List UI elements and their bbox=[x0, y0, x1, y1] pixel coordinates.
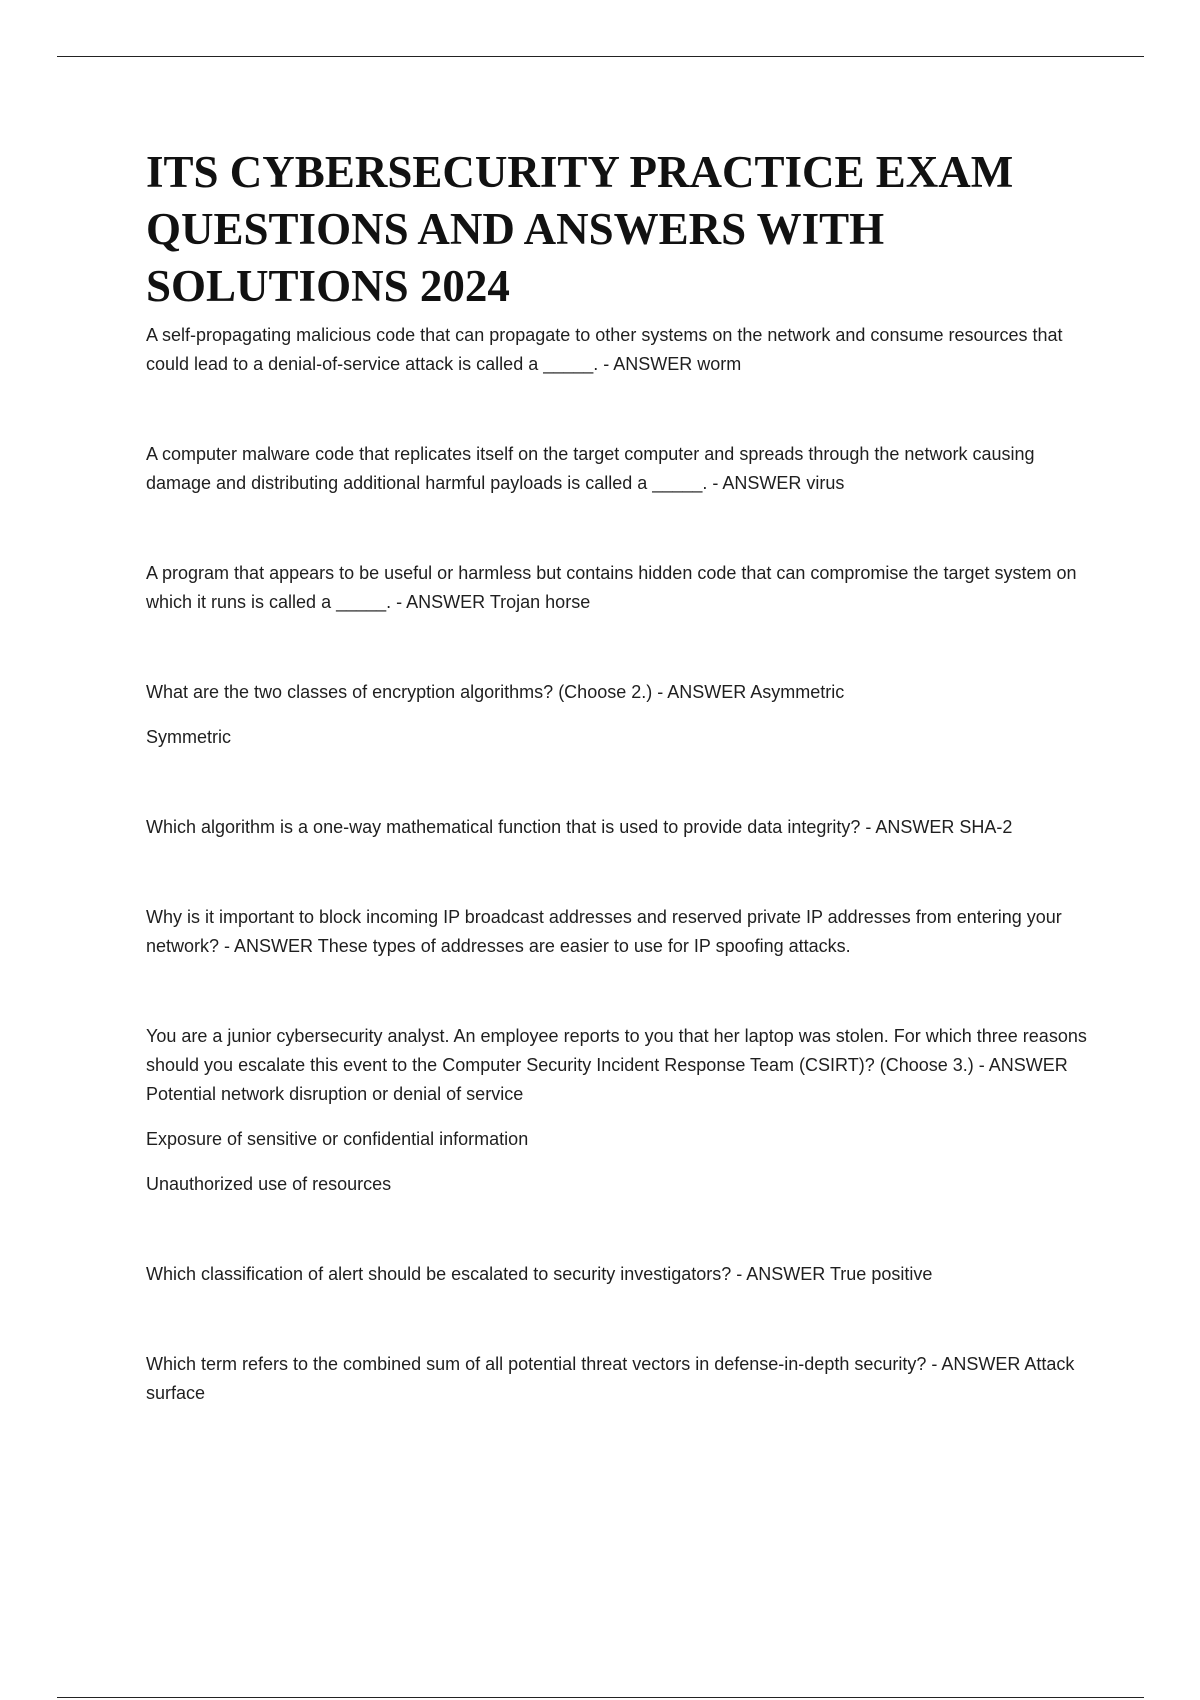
qa-item bbox=[146, 321, 1096, 379]
qa-text: A self-propagating malicious code that can propagate to other systems on the network and consume resources that could lead to a denial-of-service attack is called a _____. - ANSWER worm bbox=[146, 325, 1063, 374]
qa-item bbox=[146, 1350, 1096, 1408]
qa-text: What are the two classes of encryption algorithms? (Choose 2.) - ANSWER Asymmetric bbox=[146, 682, 845, 702]
qa-text: A program that appears to be useful or harmless but contains hidden code that can compromise the target system on which it runs is called a _____. - ANSWER Trojan horse bbox=[146, 563, 1077, 612]
qa-item bbox=[146, 559, 1096, 617]
qa-text: You are a junior cybersecurity analyst. An employee reports to you that her laptop was stolen. For which three reasons should you escalate this event to the Computer Security Incident Response Team (CSIRT)? (Choose 3.) - ANSWER Potential network disruption or denial of service bbox=[146, 1026, 1087, 1104]
qa-answer-line: Symmetric bbox=[146, 727, 231, 747]
qa-text: Why is it important to block incoming IP broadcast addresses and reserved private IP addresses from entering your network? - ANSWER These types of addresses are easier to use for IP spoofing attacks. bbox=[146, 907, 1062, 956]
document-body bbox=[146, 144, 1096, 1408]
qa-item bbox=[146, 1022, 1096, 1199]
qa-text: A computer malware code that replicates itself on the target computer and spreads through the network causing damage and distributing additional harmful payloads is called a _____. - ANSWER virus bbox=[146, 444, 1035, 493]
qa-item bbox=[146, 1260, 1096, 1289]
qa-item bbox=[146, 903, 1096, 961]
qa-answer-line: Exposure of sensitive or confidential information bbox=[146, 1129, 529, 1149]
qa-item bbox=[146, 678, 1096, 752]
qa-text: Which algorithm is a one-way mathematical function that is used to provide data integrity? - ANSWER SHA-2 bbox=[146, 817, 1013, 837]
bottom-rule bbox=[57, 1697, 1144, 1698]
qa-text: Which classification of alert should be escalated to security investigators? - ANSWER True positive bbox=[146, 1264, 933, 1284]
top-rule bbox=[57, 56, 1144, 57]
qa-item bbox=[146, 440, 1096, 498]
qa-answer-line: Unauthorized use of resources bbox=[146, 1174, 392, 1194]
qa-item bbox=[146, 813, 1096, 842]
qa-text: Which term refers to the combined sum of all potential threat vectors in defense-in-depth security? - ANSWER Attack surface bbox=[146, 1354, 1075, 1403]
document-title: ITS CYBERSECURITY PRACTICE EXAM QUESTIONS AND ANSWERS WITH SOLUTIONS 2024 bbox=[146, 147, 1014, 311]
